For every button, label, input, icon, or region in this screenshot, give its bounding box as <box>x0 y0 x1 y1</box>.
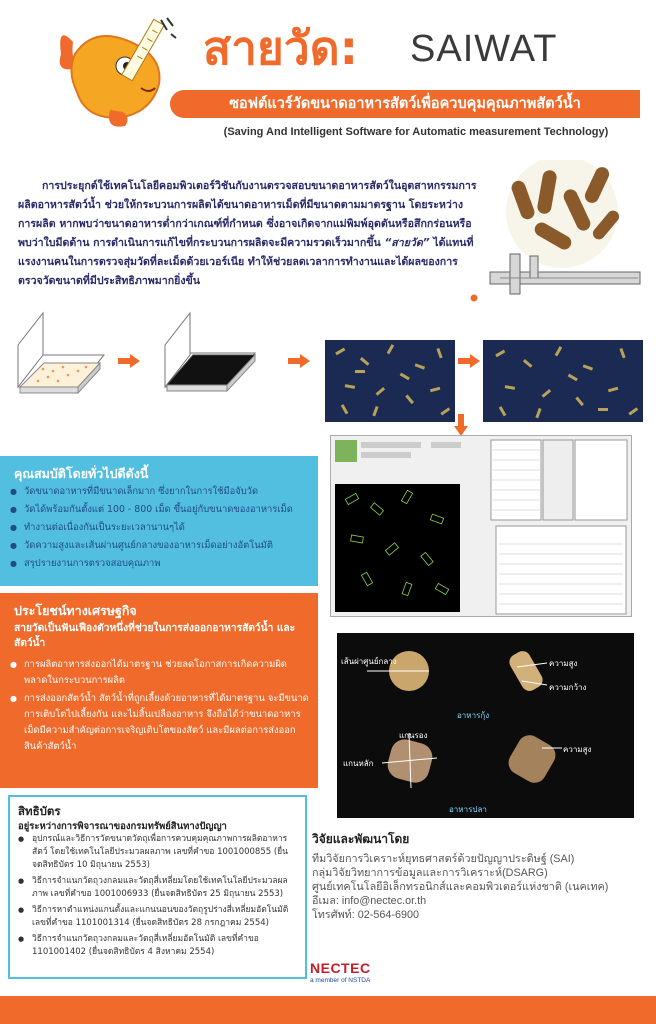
pellet-scan-pattern <box>325 340 455 422</box>
label-long-axis: แกนหลัก <box>343 759 374 768</box>
subtitle-thai: ซอฟต์แวร์วัดขนาดอาหารสัตว์เพื่อควบคุมคุณภาพสัตว์น้ำ <box>170 90 640 118</box>
intro-part2: ได้แทนที่แรงงานคนในการตรวจสุ่มวัดที่ละเม็ดด้วยเวอร์เนีย ทำให้ช่วยลดเวลาการทำงานและได้ผลของการตรวจวัดขนาดที่มีประสิทธิภาพมากยิ่งขึ้น <box>18 237 474 287</box>
software-screenshot <box>330 435 632 617</box>
contact-line2: กลุ่มวิจัยวิทยาการข้อมูลและการวิเคราะห์(DSARG) <box>312 867 548 879</box>
feature-item: ● วัดความสูงและเส้นผ่านศูนย์กลางของอาหารเม็ดอย่างอัตโนมัติ <box>10 538 315 554</box>
intro-paragraph <box>18 177 478 291</box>
intro-part1: การประยุกต์ใช้เทคโนโลยีคอมพิวเตอร์วิชันกับงานตรวจสอบขนาดอาหารสัตว์ในอุตสาหกรรมการผลิตอาหารสัตว์น้ำ ช่วยให้กระบวนการผลิตได้ขนาดอาหารเม็ดที่มีขนาดตามมาตรฐาน โดยระหว่างการผลิต หากพบว่าขนาดอาหารต่ำกว่าเกณฑ์ที่กำหนด ซึ่งอาจเกิดจากแม่พิมพ์อุดตันหรือสึกกร่อนหรือพบว่าใบมีดด้าน การดำเนินการแก้ไขที่กระบวนการผลิตจะมีความรวดเร็วมากขึ้น <box>18 180 477 249</box>
label-short-axis: แกนรอง <box>399 731 428 740</box>
patents-subtitle: อยู่ระหว่างการพิจารณาของกรมทรัพย์สินทางปัญญา <box>18 821 227 832</box>
benefits-title: ประโยชน์ทางเศรษฐกิจ <box>14 603 137 618</box>
arrow-right-icon <box>458 354 480 368</box>
pellet-scan-image <box>325 340 455 422</box>
measurement-gallery <box>337 633 634 818</box>
label-height-fish: ความสูง <box>563 745 592 754</box>
arrow-right-icon <box>118 354 140 368</box>
patent-item: ● วิธีการหาตำแหน่งแกนตั้งและแกนนอนของวัตถุรูปร่างสี่เหลี่ยมอัตโนมัติ เลขที่คำขอ 1101001314 (ยื่นจดสิทธิบัตร 28 กรกฎาคม 2554) <box>18 904 298 930</box>
feature-item: ● วัดขนาดอาหารที่มีขนาดเล็กมาก ซึ่งยากในการใช้มือจับวัด <box>10 484 315 500</box>
caption-shrimp-feed: อาหารกุ้ง <box>457 711 490 720</box>
patents-list <box>18 833 298 962</box>
patents-section <box>8 795 307 979</box>
benefit-item: ● การส่งออกสัตว์น้ำ สัตว์น้ำที่ถูกเลี้ยงด้วยอาหารที่ได้มาตรฐาน จะมีขนาดการเติบโตไปเลี้ยงกัน และไม่สิ้นเปลืองอาหาร จึงถือได้ว่าขนาดอาหารเม็ดมีความสำคัญต่อการเจริญเติบโตของสัตว์ และมีผลต่อการส่งออกสินค้าสัตว์น้ำ <box>10 691 310 755</box>
empty-tray-illustration <box>8 305 113 425</box>
footer-bar <box>0 996 656 1024</box>
subtitle-en: (Saving And Intelligent Software for Automatic measurement Technology) <box>223 126 609 138</box>
pellet-scan-pattern-2 <box>483 340 643 422</box>
label-height: ความสูง <box>549 659 578 668</box>
benefits-list <box>10 657 310 757</box>
patent-item: ● วิธีการจำแนกวัตถุวงกลมและวัตถุสี่เหลี่ยมโดยใช้เทคโนโลยีประมวลผลภาพ เลขที่คำขอ 1001006933 (ยื่นจดสิทธิบัตร 25 มิถุนายน 2553) <box>18 875 298 901</box>
patent-item: ● อุปกรณ์และวิธีการวัดขนาดวัตถุเพื่อการควบคุมคุณภาพการผลิตอาหารสัตว์ โดยใช้เทคโนโลยีประมวลผลภาพ เลขที่คำขอ 1001000855 (ยื่นจดสิทธิบัตร 10 มิถุนายน 2553) <box>18 833 298 872</box>
arrow-right-icon <box>288 354 310 368</box>
feature-item: ● สรุปรายงานการตรวจสอบคุณภาพ <box>10 556 315 572</box>
features-list <box>10 484 315 574</box>
arrow-down-icon <box>454 414 468 436</box>
title-thai: สายวัด: <box>203 21 358 75</box>
contact-title: วิจัยและพัฒนาโดย <box>312 832 410 846</box>
title-en: SAIWAT <box>410 28 558 70</box>
benefits-lead: สายวัดเป็นฟันเฟืองตัวหนึ่งที่ช่วยในการส่งออกอาหารสัตว์น้ำ และสัตว์น้ำ <box>14 623 296 649</box>
contact-section <box>312 830 647 922</box>
contact-email: อีเมล: info@nectec.or.th <box>312 895 427 907</box>
features-title: คุณสมบัติโดยทั่วไปดีดังนี้ <box>14 466 149 481</box>
contact-line3: ศูนย์เทคโนโลยีอิเล็กทรอนิกส์และคอมพิวเตอร์แห่งชาติ (เนคเทค) <box>312 881 609 893</box>
intro-emphasis: “สายวัด” <box>384 237 430 249</box>
contact-phone: โทรศัพท์: 02-564-6900 <box>312 909 420 921</box>
label-diameter: เส้นผ่าศูนย์กลาง <box>341 657 397 666</box>
nectec-logo-tagline: a member of NSTDA <box>310 977 371 984</box>
nectec-logo-text: NECTEC <box>310 960 371 976</box>
feature-item: ● วัดได้พร้อมกันตั้งแต่ 100 - 800 เม็ด ขึ้นอยู่กับขนาดของอาหารเม็ด <box>10 502 315 518</box>
benefits-section <box>0 593 318 788</box>
patent-item: ● วิธีการจำแนกวัตถุวงกลมและวัตถุสี่เหลี่ยมอัตโนมัติ เลขที่คำขอ 1101001402 (ยื่นจดสิทธิบัตร 4 สิงหาคม 2554) <box>18 933 298 959</box>
feature-item: ● ทำงานต่อเนื่องกันเป็นระยะเวลานานๆได้ <box>10 520 315 536</box>
caption-fish-feed: อาหารปลา <box>449 805 487 814</box>
nectec-logo <box>310 958 371 984</box>
contact-line1: ทีมวิจัยการวิเคราะห์ยุทธศาสตร์ด้วยปัญญาประดิษฐ์ (SAI) <box>312 853 575 865</box>
patents-title: สิทธิบัตร <box>18 804 61 818</box>
software-screenshot-graphic <box>331 436 631 616</box>
features-section <box>0 456 318 586</box>
label-width: ความกว้าง <box>549 683 587 692</box>
benefit-item: ● การผลิตอาหารส่งออกได้มาตรฐาน ช่วยลดโอกาสการเกิดความผิดพลาดในกระบวนการผลิต <box>10 657 310 689</box>
pellet-caliper-illustration <box>470 160 645 315</box>
pellet-scan-image-2 <box>483 340 643 422</box>
scanner-tray-illustration <box>155 305 270 425</box>
fish-mascot-icon <box>55 14 177 132</box>
